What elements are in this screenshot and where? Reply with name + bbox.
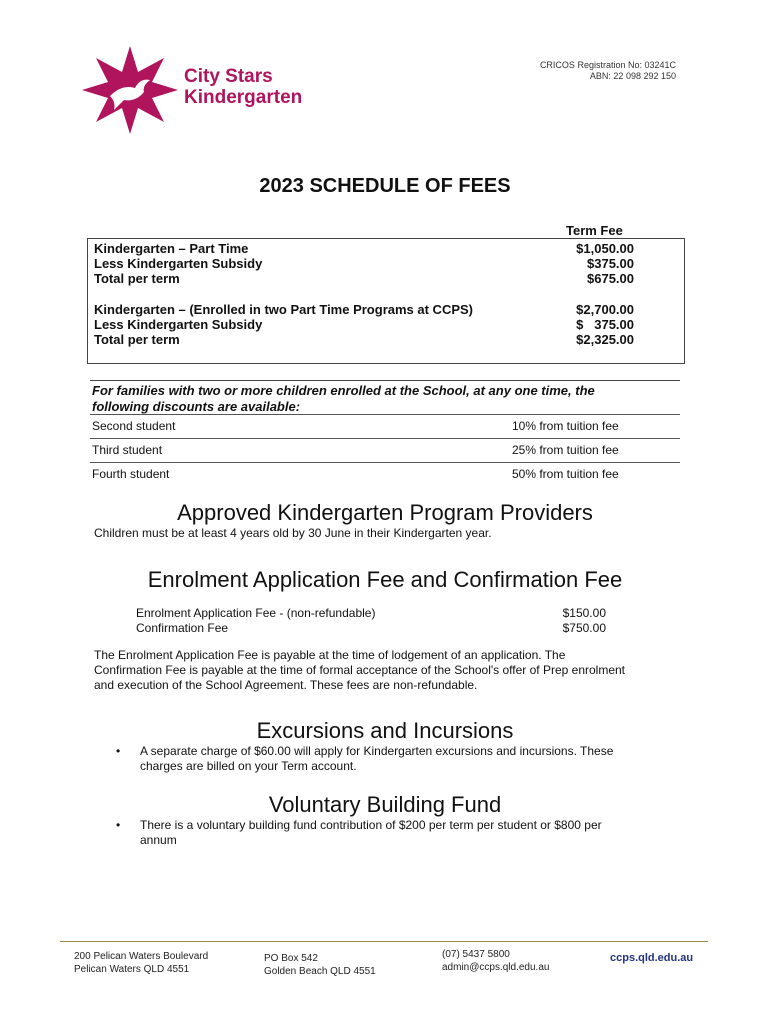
fee-amount: $1,050.00 [576,241,634,256]
discount-intro-line-2: following discounts are available: [92,399,301,414]
fee-label: Total per term [94,271,180,286]
footer-phone[interactable]: (07) 5437 5800 [442,949,510,960]
discount-row [90,438,680,463]
excursions-text [140,744,650,774]
building-line-1: There is a voluntary building fund contribution of $200 per term per student or $800 per [140,818,602,832]
fee-amount: $2,325.00 [576,332,634,347]
footer-contact [442,948,549,974]
fee-amount: $ 375.00 [576,317,634,332]
discount-value: 25% from tuition fee [512,443,619,457]
term-fee-header: Term Fee [566,223,623,238]
discount-label: Second student [92,419,176,433]
bullet-icon: • [116,818,121,832]
discount-divider [90,380,680,381]
enrolment-row [136,621,606,636]
page-title: 2023 SCHEDULE OF FEES [259,175,511,197]
discount-value: 50% from tuition fee [512,467,619,481]
discount-label: Fourth student [92,467,170,481]
fee-row [94,241,634,257]
footer-po-line-2: Golden Beach QLD 4551 [264,966,376,977]
enrolment-row [136,606,606,621]
fee-row [94,302,634,318]
fee-label: Kindergarten – (Enrolled in two Part Time Programs at CCPS) [94,302,473,317]
footer-po-line-1: PO Box 542 [264,953,318,964]
discount-intro [92,383,682,415]
discount-row [90,462,680,487]
discount-row [90,414,680,439]
enrolment-para-line-1: The Enrolment Application Fee is payable at the time of lodgement of an application. The [94,648,566,662]
enrolment-para-line-2: Confirmation Fee is payable at the time of formal acceptance of the School's offer of Prep enrolment [94,663,626,677]
bullet-icon: • [116,744,121,758]
enrolment-amount: $150.00 [562,606,606,620]
footer-address [74,950,208,976]
enrolment-label: Enrolment Application Fee - (non-refundable) [136,606,376,620]
enrolment-para-line-3: and execution of the School Agreement. These fees are non-refundable. [94,678,478,692]
fee-label: Total per term [94,332,180,347]
fee-row [94,332,634,348]
footer-divider [60,941,708,942]
footer-address-line-2: Pelican Waters QLD 4551 [74,964,190,975]
discount-value: 10% from tuition fee [512,419,619,433]
logo-line-2: Kindergarten [184,87,303,108]
logo-line-1: City Stars [184,66,273,87]
excursions-line-1: A separate charge of $60.00 will apply for Kindergarten excursions and incursions. These [140,744,614,758]
abn-number: ABN: 22 098 292 150 [589,71,676,81]
enrolment-amount: $750.00 [562,621,606,635]
enrolment-heading: Enrolment Application Fee and Confirmation Fee [147,567,623,592]
discount-label: Third student [92,443,163,457]
discount-intro-line-1: For families with two or more children enrolled at the School, at any one time, the [92,383,595,398]
enrolment-label: Confirmation Fee [136,621,229,635]
building-line-2: annum [140,833,177,847]
footer-email[interactable]: admin@ccps.qld.edu.au [442,962,550,973]
fee-amount: $2,700.00 [576,302,634,317]
building-fund-text [140,818,650,848]
providers-text: Children must be at least 4 years old by 30 June in their Kindergarten year. [94,526,492,540]
footer-address-line-1: 200 Pelican Waters Boulevard [74,951,209,962]
fee-amount: $375.00 [587,256,634,271]
excursions-heading: Excursions and Incursions [256,718,514,743]
fee-row [94,317,634,333]
footer-po-box [264,952,376,978]
building-fund-heading: Voluntary Building Fund [268,792,502,817]
cricos-number: CRICOS Registration No: 03241C [539,60,676,70]
fee-row [94,271,634,287]
fee-table [87,238,685,364]
fee-label: Kindergarten – Part Time [94,241,249,256]
school-logo [80,44,325,136]
excursions-line-2: charges are billed on your Term account. [140,759,357,773]
fee-label: Less Kindergarten Subsidy [94,256,263,271]
fee-amount: $675.00 [587,271,634,286]
fee-label: Less Kindergarten Subsidy [94,317,263,332]
registration-info [540,60,676,82]
footer-website-link[interactable]: ccps.qld.edu.au [610,952,694,964]
enrolment-paragraph [94,648,694,693]
star-logo-icon [80,44,180,136]
providers-heading: Approved Kindergarten Program Providers [177,500,593,525]
fee-row [94,256,634,272]
